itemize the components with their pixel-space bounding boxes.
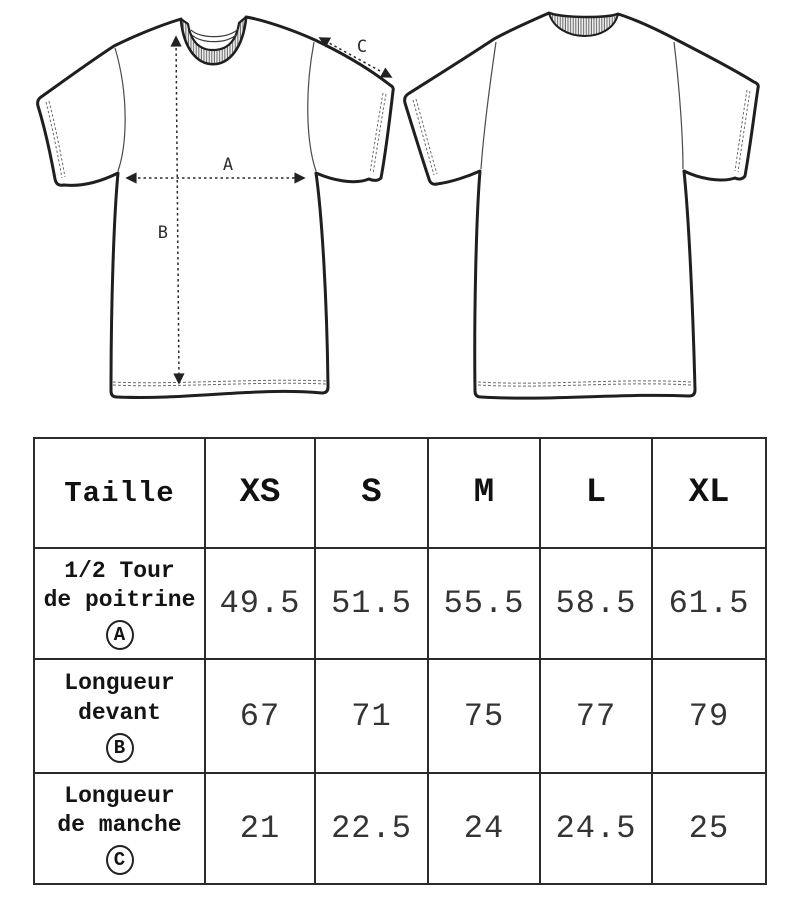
- row-label-line: de manche: [57, 812, 182, 838]
- value-cell: 67: [205, 659, 315, 773]
- value-cell: 71: [315, 659, 428, 773]
- tshirt-technical-drawing: [0, 0, 800, 437]
- row-label-sleeve-length: [34, 773, 205, 884]
- value-cell: 21: [205, 773, 315, 884]
- table-header-row: [34, 438, 766, 548]
- table-row-chest: [34, 548, 766, 659]
- value-cell: 22.5: [315, 773, 428, 884]
- circled-letter-a: A: [35, 620, 204, 650]
- tshirt-front-view: [38, 17, 394, 397]
- value-cell: 49.5: [205, 548, 315, 659]
- value-cell: 24: [428, 773, 540, 884]
- row-label-chest: [34, 548, 205, 659]
- value-cell: 55.5: [428, 548, 540, 659]
- value-cell: 77: [540, 659, 652, 773]
- row-label-front-length: [34, 659, 205, 773]
- measure-label-b: B: [157, 223, 168, 243]
- front-neck-seam: [191, 29, 238, 42]
- value-cell: 75: [428, 659, 540, 773]
- header-cell-xl: XL: [652, 438, 766, 548]
- header-cell-xs: XS: [205, 438, 315, 548]
- value-cell: 58.5: [540, 548, 652, 659]
- value-cell: 61.5: [652, 548, 766, 659]
- value-cell: 51.5: [315, 548, 428, 659]
- header-cell-s: S: [315, 438, 428, 548]
- table-row-sleeve-length: [34, 773, 766, 884]
- measure-label-a: A: [222, 155, 234, 175]
- row-label-line: Longueur: [64, 670, 175, 697]
- header-cell-l: L: [540, 438, 652, 548]
- table-row-front-length: [34, 659, 766, 773]
- value-cell: 24.5: [540, 773, 652, 884]
- measure-label-c: C: [356, 37, 368, 57]
- value-cell: 25: [652, 773, 766, 884]
- header-cell-taille: Taille: [34, 438, 205, 548]
- tshirt-back-view: [405, 13, 759, 398]
- back-body-outline: [405, 13, 759, 398]
- header-cell-m: M: [428, 438, 540, 548]
- circled-letter-c: C: [35, 845, 204, 875]
- row-label-line: devant: [78, 699, 161, 726]
- circled-letter-b: B: [35, 733, 204, 763]
- value-cell: 79: [652, 659, 766, 773]
- row-label-line: Longueur: [64, 782, 175, 809]
- row-label-line: de poitrine: [43, 587, 196, 613]
- row-label-line: 1/2 Tour: [64, 557, 175, 584]
- front-body-outline: [38, 17, 394, 397]
- size-table: [33, 437, 767, 885]
